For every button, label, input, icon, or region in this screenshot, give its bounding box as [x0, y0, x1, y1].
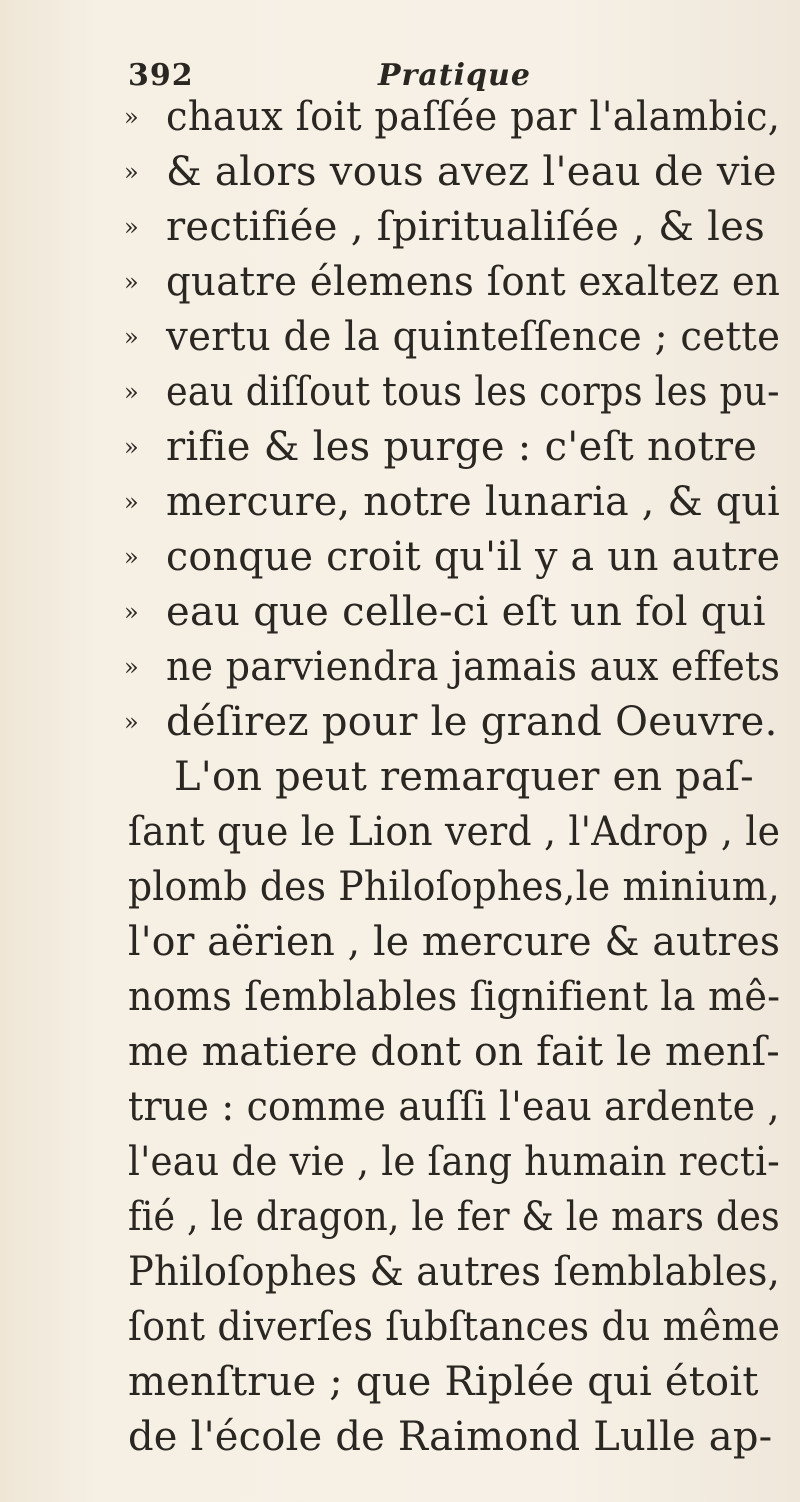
- line-text: plomb des Philoſophes,le minium,: [128, 864, 780, 910]
- text-line: [128, 970, 781, 1025]
- text-line: [124, 420, 778, 475]
- text-line: [128, 1190, 778, 1245]
- page-number: 392: [128, 58, 194, 93]
- text-line: [124, 640, 781, 695]
- quote-mark: »: [124, 378, 139, 406]
- line-text: rectifiée , ſpiritualiſée , & les: [166, 204, 766, 250]
- text-line: [128, 1410, 778, 1465]
- body-text: [124, 90, 781, 1465]
- line-text: true : comme auſſi l'eau ardente ,: [128, 1084, 780, 1130]
- text-line: [124, 255, 781, 310]
- line-text: l'or aërien , le mercure & autres: [128, 919, 781, 965]
- text-line: [128, 1080, 778, 1135]
- quote-mark: »: [124, 598, 139, 626]
- text-line: [124, 475, 781, 530]
- running-head: Pratique: [378, 58, 531, 93]
- quote-mark: »: [124, 213, 139, 241]
- quote-mark: »: [124, 708, 139, 736]
- line-text: eau diſſout tous les corps les pu-: [166, 369, 780, 415]
- text-line: [128, 915, 781, 970]
- text-line: [128, 1245, 781, 1300]
- line-text: fié , le dragon, le fer & le mars des: [128, 1194, 780, 1240]
- quote-mark: »: [124, 543, 139, 571]
- quote-mark: »: [124, 268, 139, 296]
- line-text: & alors vous avez l'eau de vie: [166, 149, 777, 195]
- line-text: mercure, notre lunaria , & qui: [166, 479, 781, 525]
- line-text: vertu de la quinteſſence ; cette: [166, 314, 781, 360]
- line-text: l'eau de vie , le ſang humain recti-: [128, 1139, 780, 1185]
- text-line: [124, 585, 778, 640]
- text-line: [124, 200, 778, 255]
- line-text: chaux ſoit paſſée par l'alambic,: [166, 94, 781, 140]
- line-text: eau que celle-ci eſt un fol qui: [166, 589, 766, 635]
- text-line: [124, 145, 778, 200]
- quote-mark: »: [124, 103, 139, 131]
- text-line: [128, 1355, 778, 1410]
- line-text: quatre élemens ſont exaltez en: [166, 259, 781, 305]
- line-text: déſirez pour le grand Oeuvre.: [166, 699, 778, 745]
- quote-mark: »: [124, 158, 139, 186]
- line-text: me matiere dont on fait le menſ-: [128, 1029, 780, 1075]
- text-line: [124, 90, 781, 145]
- line-text: L'on peut remarquer en paſ-: [174, 754, 754, 800]
- line-text: ſont diverſes ſubſtances du même: [128, 1304, 781, 1350]
- line-text: Philoſophes & autres ſemblables,: [128, 1249, 781, 1295]
- quote-mark: »: [124, 433, 139, 461]
- quote-mark: »: [124, 323, 139, 351]
- text-line: [128, 1300, 781, 1355]
- text-line: [124, 530, 781, 585]
- line-text: ſant que le Lion verd , l'Adrop , le: [128, 809, 781, 855]
- text-line: [128, 1025, 778, 1080]
- line-text: rifie & les purge : c'eſt notre: [166, 424, 758, 470]
- text-line: [128, 750, 778, 805]
- quote-mark: »: [124, 488, 139, 516]
- text-line: [128, 860, 778, 915]
- line-text: conque croit qu'il y a un autre: [166, 534, 781, 580]
- text-line: [124, 310, 781, 365]
- line-text: noms ſemblables ſignifient la mê-: [128, 974, 781, 1020]
- text-line: [124, 695, 778, 750]
- text-line: [128, 1135, 778, 1190]
- line-text: menſtrue ; que Riplée qui étoit: [128, 1359, 759, 1405]
- line-text: ne parviendra jamais aux effets: [166, 644, 781, 690]
- text-line: [124, 365, 780, 420]
- line-text: de l'école de Raimond Lulle ap-: [128, 1414, 773, 1460]
- quote-mark: »: [124, 653, 139, 681]
- text-line: [128, 805, 781, 860]
